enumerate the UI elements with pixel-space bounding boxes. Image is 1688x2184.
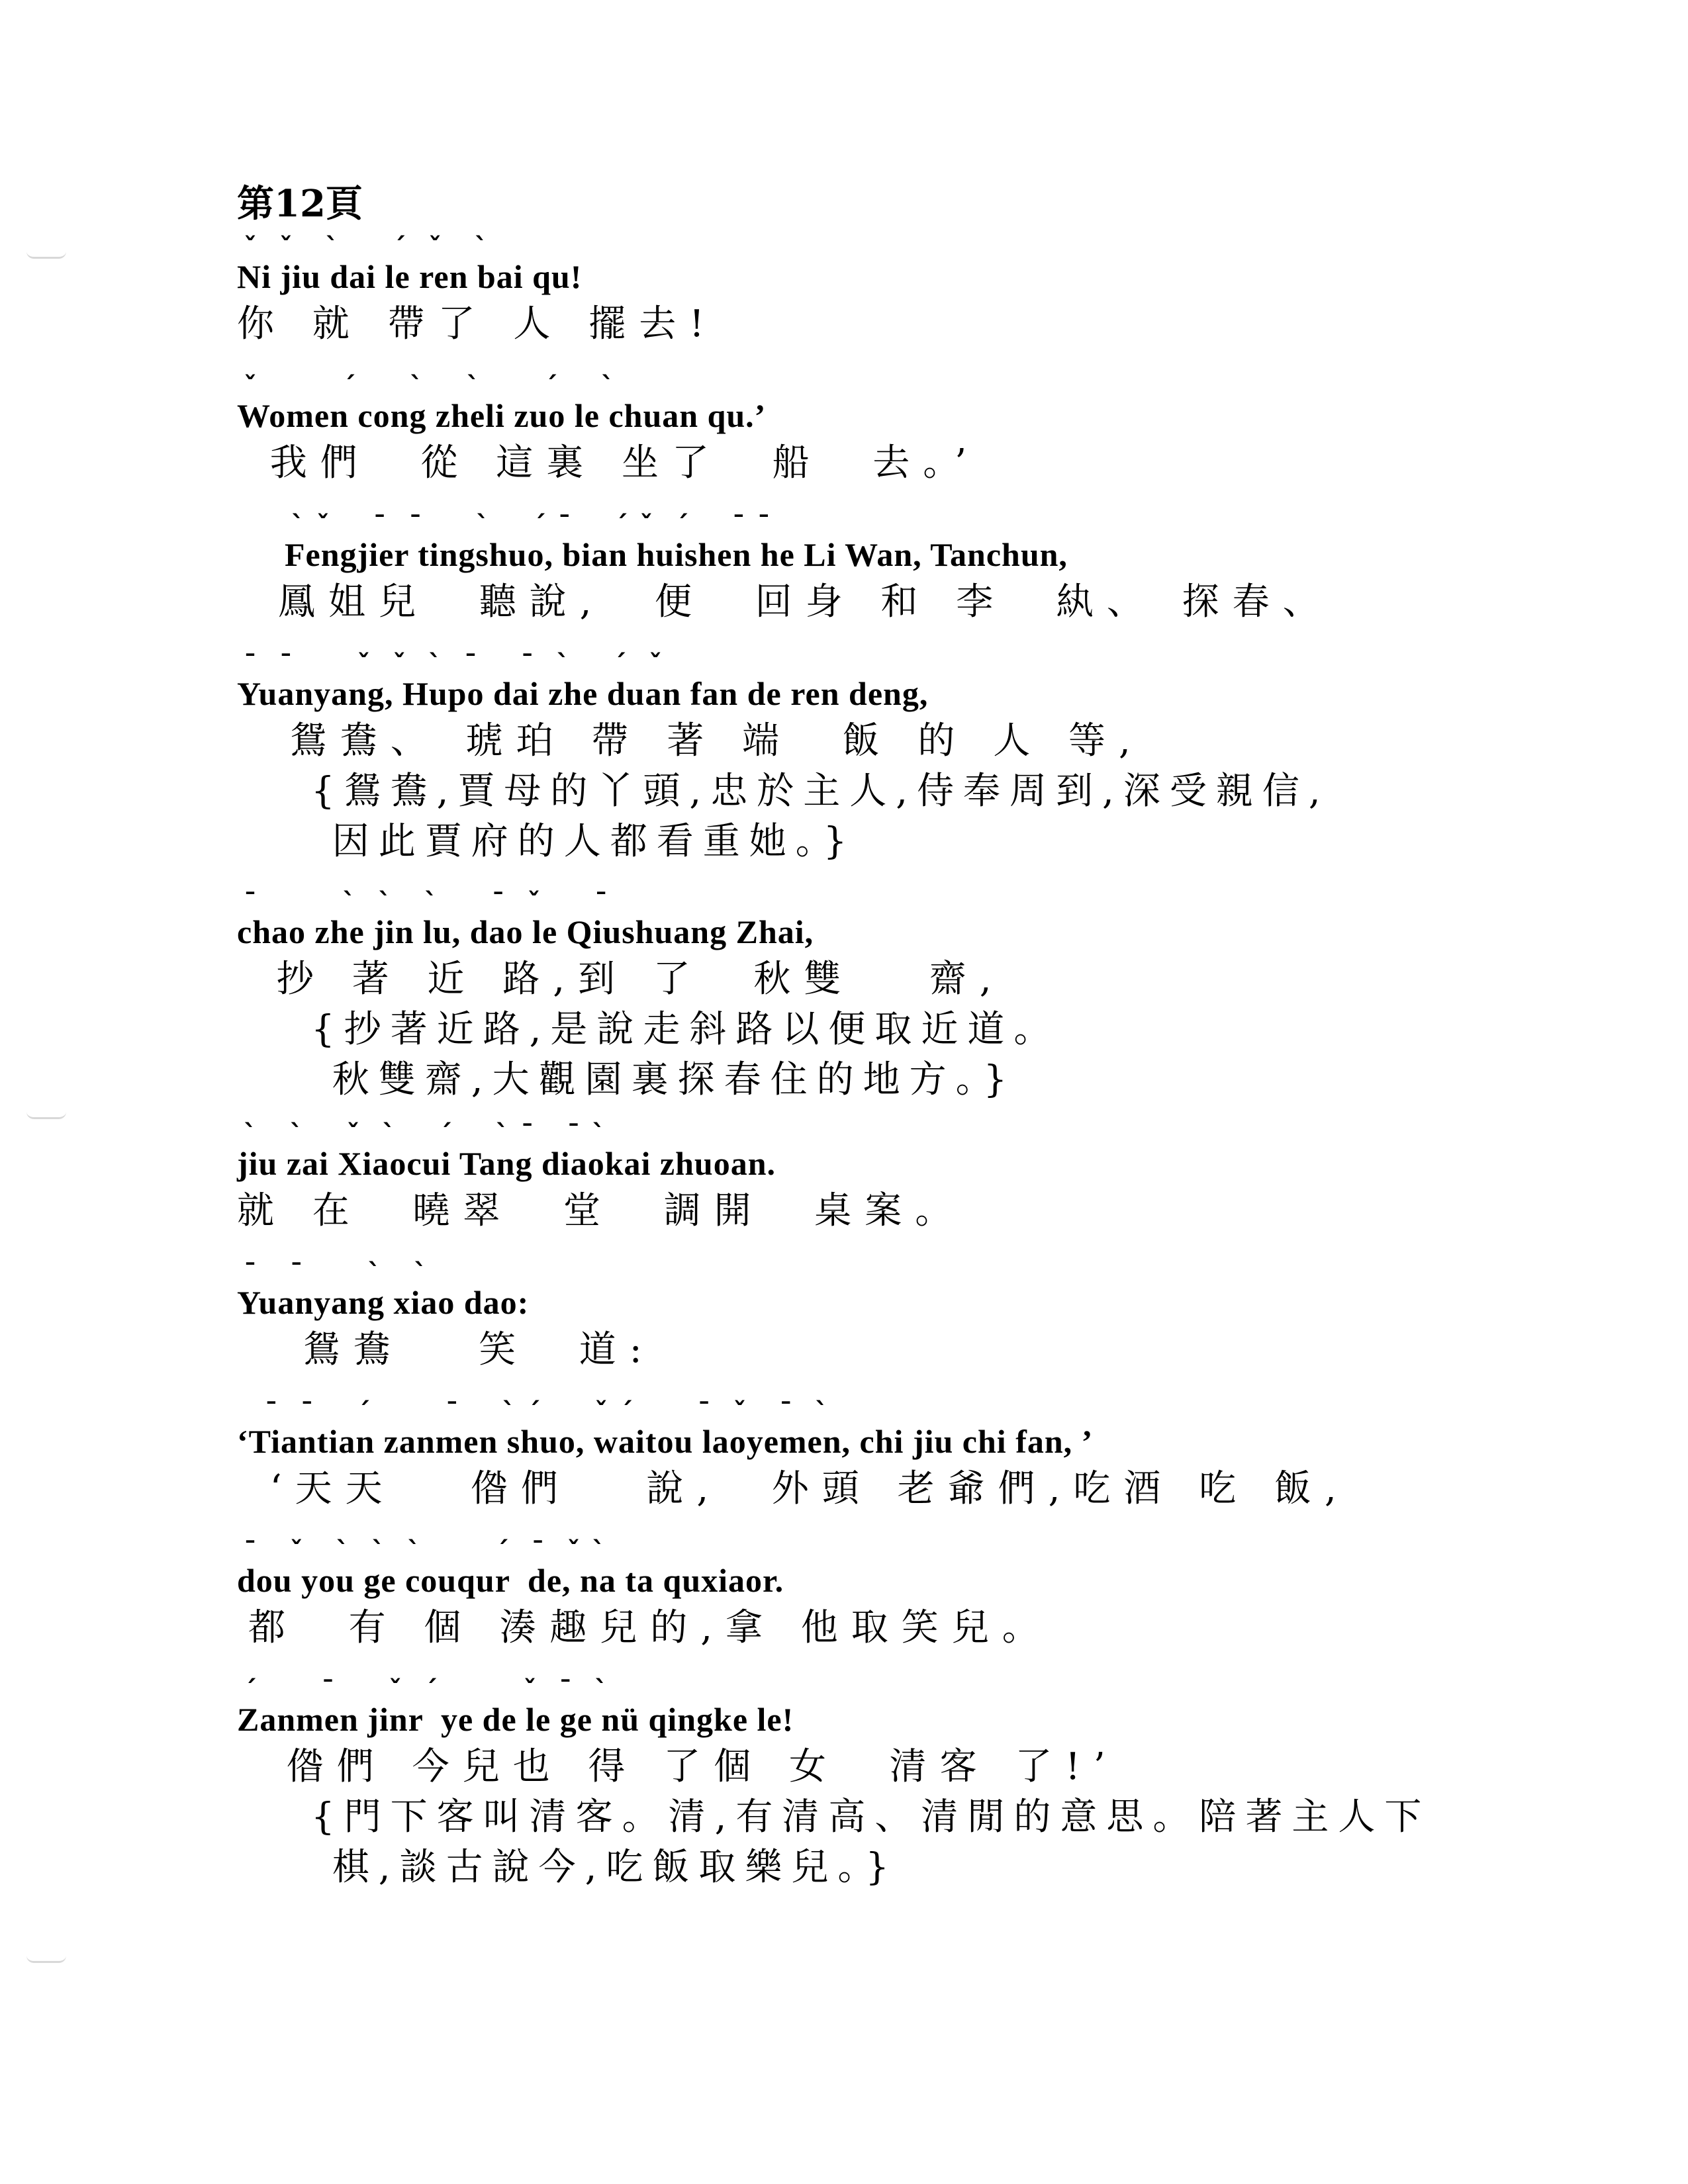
annotation-line: 因此賈府的人都看重她。}: [311, 820, 857, 863]
annotation-line: 棋,談古說今,吃飯取樂兒。}: [311, 1846, 899, 1889]
pinyin-line: dou you ge couqur de, na ta quxiaor.: [237, 1562, 784, 1599]
tone-marks: ˇ ˊ ˋ ˋ ˊ ˋ: [244, 372, 616, 402]
pinyin-line: Ni jiu dai le ren bai qu!: [237, 258, 583, 295]
chinese-line: 偺們 今兒也 得 了個 女 清客 了!’: [261, 1745, 1119, 1788]
chinese-line: 抄 著 近 路,到 了 秋雙 齋,: [252, 958, 1005, 1001]
binder-hole-mark-top: [26, 251, 66, 259]
tone-marks: ˋ ˋ ˇ ˋ ˊ ˋ ˉ ˉ ˋ: [244, 1120, 607, 1150]
pinyin-line: chao zhe jin lu, dao le Qiushuang Zhai,: [237, 913, 814, 950]
page-title: 第12頁: [237, 182, 363, 226]
pinyin-line: ‘Tiantian zanmen shuo, waitou laoyemen, chi jiu chi fan, ’: [237, 1423, 1094, 1460]
tone-marks: ˉ ˋ ˋ ˋ ˉ ˇ ˉ: [244, 888, 610, 919]
pinyin-line: Zanmen jinr ye de le ge nü qingke le!: [237, 1701, 794, 1738]
tone-marks: ˉ ˉ ˋ ˋ: [244, 1259, 429, 1289]
tone-marks: ˊ ˉ ˇ ˊ ˇ ˉ ˋ: [244, 1676, 610, 1706]
tone-marks: ˋ ˇ ˉ ˉ ˋ ˊ ˉ ˊ ˇ ˊ ˉ ˉ: [291, 511, 772, 541]
chinese-line: 鴛鴦、 琥珀 帶 著 端 飯 的 人 等,: [265, 719, 1144, 762]
pinyin-line: jiu zai Xiaocui Tang diaokai zhuoan.: [237, 1145, 776, 1182]
annotation-line: {鴛鴦,賈母的丫頭,忠於主人,侍奉周到,深受親信,: [311, 770, 1330, 813]
annotation-line: {抄著近路,是說走斜路以便取近道。: [311, 1008, 1060, 1051]
chinese-line: ‘天天 偺們 說, 外頭 老爺們,吃酒 吃 飯,: [245, 1467, 1350, 1510]
binder-hole-mark-middle: [26, 1112, 66, 1119]
tone-marks: ˉ ˇ ˋ ˋ ˋ ˊ ˉ ˇ ˋ: [244, 1537, 607, 1567]
chinese-line: 鴛鴦 笑 道:: [278, 1328, 655, 1371]
pinyin-line: Yuanyang, Hupo dai zhe duan fan de ren deng,: [237, 675, 929, 712]
pinyin-line: Yuanyang xiao dao:: [237, 1284, 530, 1321]
pinyin-line: Fengjier tingshuo, bian huishen he Li Wan, Tanchun,: [285, 536, 1068, 573]
chinese-line: 就 在 曉翠 堂 調開 桌案。: [237, 1189, 966, 1232]
pinyin-line: Women cong zheli zuo le chuan qu.’: [237, 397, 767, 434]
annotation-line: 秋雙齋,大觀園裏探春住的地方。}: [311, 1058, 1017, 1101]
chinese-line: 都 有 個 湊趣兒的,拿 他取笑兒。: [248, 1606, 1053, 1649]
tone-marks: ˉ ˉ ˇ ˇ ˋ ˉ ˉ ˋ ˊ ˇ: [244, 650, 664, 680]
tone-marks: ˇ ˇ ˋ ˊ ˇ ˋ: [244, 233, 489, 263]
chinese-line: 你 就 帶了 人 擺去!: [237, 302, 718, 345]
chinese-line: 我們 從 這裏 坐了 船 去。’: [245, 441, 980, 484]
binder-hole-mark-bottom: [26, 1956, 66, 1963]
annotation-line: {門下客叫清客。清,有清高、清閒的意思。陪著主人下: [311, 1796, 1431, 1839]
chinese-line: 鳳姐兒 聽說, 便 回身 和 李 紈、 探春、: [278, 580, 1333, 623]
tone-marks: ˉ ˉ ˊ ˉ ˋ ˊ ˇ ˊ ˉ ˇ ˉ ˋ: [244, 1398, 830, 1428]
